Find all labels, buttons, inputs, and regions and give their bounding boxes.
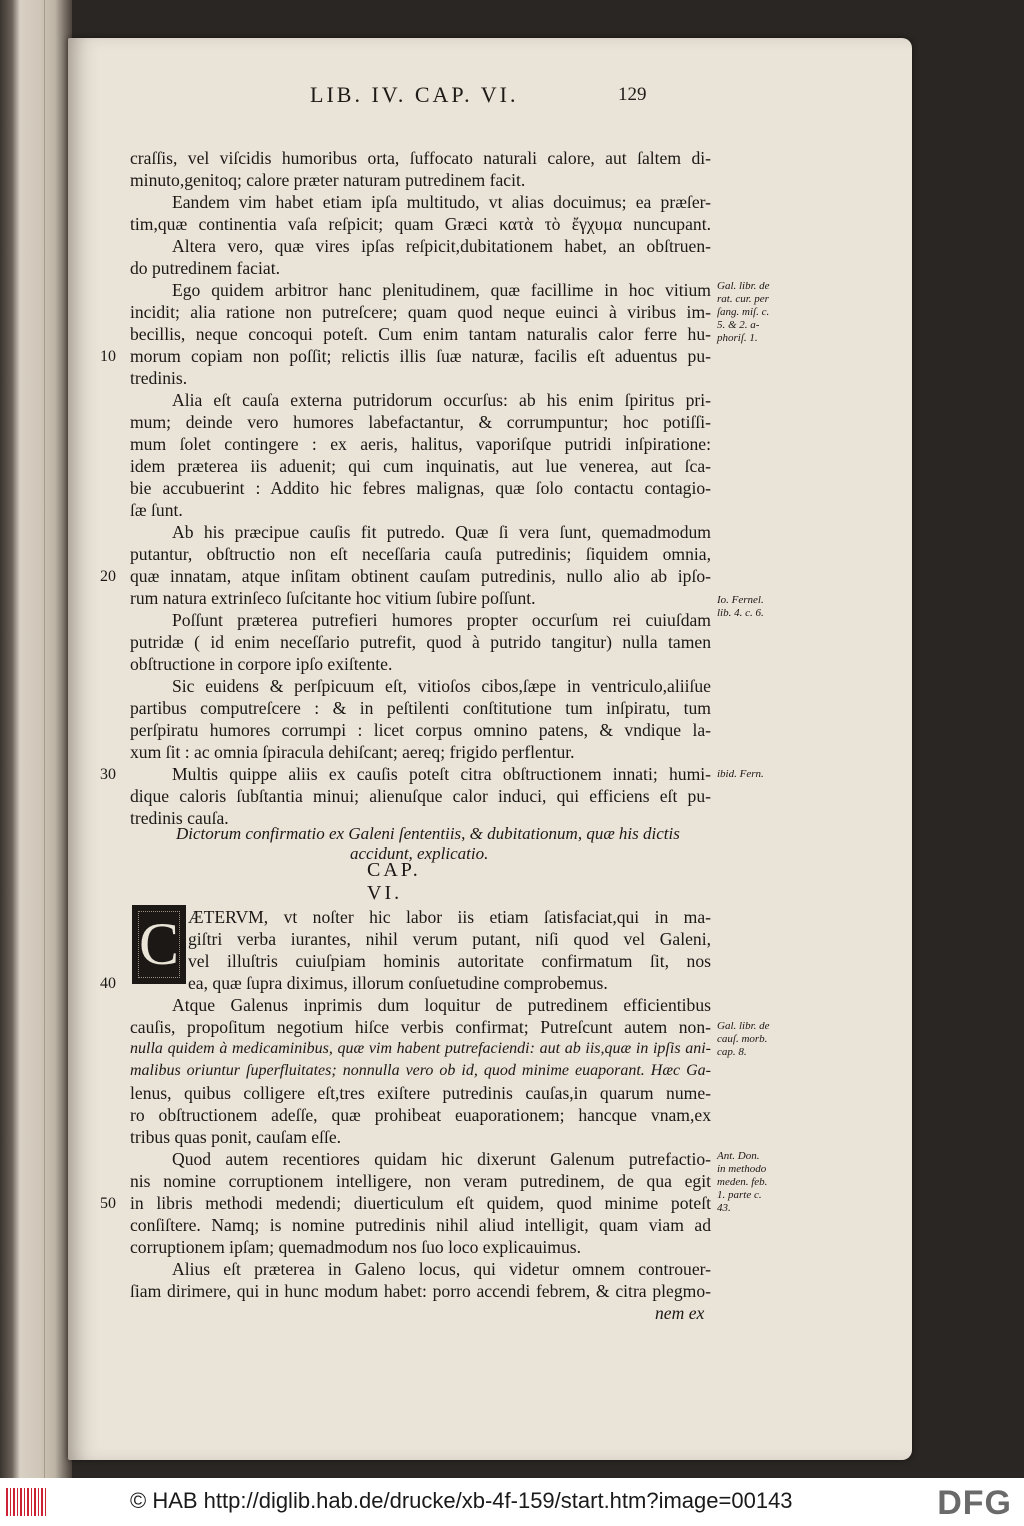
text-line: ea, quæ ſupra diximus, illorum conſuetudine comprobemus. bbox=[188, 973, 608, 993]
margin-note-line: Io. Fernel. bbox=[717, 594, 764, 606]
text-line: incidit; alia ratione non putreſcere; quam quod neque euinci à viribus im- bbox=[130, 302, 711, 322]
text-line: partibus computreſcere : & in peſtilenti conſtitutione tum inſpiratu, tum bbox=[130, 698, 711, 718]
margin-note-line: Gal. libr. de bbox=[717, 280, 770, 292]
margin-note-line: 43. bbox=[717, 1202, 731, 1214]
text-line: tribus quas ponit, cauſam eſſe. bbox=[130, 1127, 342, 1147]
text-line: morum copiam non poſſit; relictis illis ſuæ naturæ, facilis eſt aduentus pu- bbox=[130, 346, 711, 366]
text-line: ſiam dirimere, qui in hunc modum habet: porro accendi febrem, & citra plegmo- bbox=[130, 1281, 711, 1301]
catchword: nem ex bbox=[655, 1303, 705, 1323]
text-line: Eandem vim habet etiam ipſa multitudo, vt alias docuimus; ea præſer- bbox=[172, 192, 711, 212]
text-line: Alius eſt præterea in Galeno locus, qui videtur omnem controuer- bbox=[172, 1259, 711, 1279]
line-number: 30 bbox=[100, 766, 116, 783]
text-line: vel illuſtris cuiuſpiam hominis autoritate confirmatum ſit, nos bbox=[188, 951, 711, 971]
text-line: malibus oriuntur ſuperfluitates; nonnulla vero ob id, quod minime euaporant. Hæc Ga- bbox=[130, 1062, 711, 1079]
margin-note bbox=[717, 1150, 787, 1215]
text-line: putantur, obſtructio non eſt neceſſaria cauſa putredinis; ſiquidem omnia, bbox=[130, 544, 711, 564]
text-line: perſpiratu humores corrumpi : licet corpus omnino patens, & vndique la- bbox=[130, 720, 711, 740]
text-line: giſtri verba iurantes, nihil verum putant, niſi quod vel Galeni, bbox=[188, 929, 711, 949]
margin-note bbox=[717, 768, 787, 781]
text-line: lenus, quibus colligere eſt,tres exiſtere putredinis cauſas,in quarum nume- bbox=[130, 1083, 711, 1103]
gutter-rule bbox=[44, 0, 45, 1478]
text-line: Alia eſt cauſa externa putridorum occurſus: ab his enim ſpiritus pri- bbox=[172, 390, 711, 410]
text-line: xum ſit : ac omnia ſpiracula dehiſcant; aereq; frigido perflentur. bbox=[130, 742, 575, 762]
text-line: nulla quidem à medicaminibus, quæ vim habent putrefaciendi: aut ab iis,quæ in ipſis ani- bbox=[130, 1040, 711, 1057]
text-line: in libris methodi medendi; diuerticulum eſt quidem, quod minime poteſt bbox=[130, 1193, 711, 1213]
text-line: conſiſtere. Namq; is nomine putredinis nihil aliud intelligit, quam viam ad bbox=[130, 1215, 711, 1235]
margin-note-line: ſang. miſ. c. bbox=[717, 306, 770, 318]
line-number: 20 bbox=[100, 568, 116, 585]
margin-note-line: Ant. Don. bbox=[717, 1150, 760, 1162]
margin-note-line: in methodo bbox=[717, 1163, 767, 1175]
text-line: rum natura extrinſeco ſuſcitante hoc vitium ſubire poſſunt. bbox=[130, 588, 536, 608]
text-line: Ego quidem arbitror hanc plenitudinem, quæ facillime in hoc vitium bbox=[172, 280, 711, 300]
text-line: Poſſunt præterea putrefieri humores propter occurſum rei cuiuſdam bbox=[172, 610, 711, 630]
margin-note-line: cauſ. morb. bbox=[717, 1033, 768, 1045]
page-number: 129 bbox=[618, 84, 647, 105]
text-line: Altera vero, quæ vires ipſas reſpicit,dubitationem habet, an obſtruen- bbox=[172, 236, 711, 256]
margin-note-line: cap. 8. bbox=[717, 1046, 747, 1058]
text-line: tredinis cauſa. bbox=[130, 808, 229, 828]
margin-note-line: 5. & 2. a- bbox=[717, 319, 760, 331]
text-line: becillis, neque concoqui poteſt. Cum enim tantam naturalis calor ferre hu- bbox=[130, 324, 711, 344]
margin-note-line: lib. 4. c. 6. bbox=[717, 607, 764, 619]
text-line: tim,quæ continentia vaſa reſpicit; quam Græci κατὰ τὸ ἔγχυμα nuncupant. bbox=[130, 214, 711, 234]
text-line: mum ſolet contingere : ex aeris, halitus, vaporiſque putridi inſpiratione: bbox=[130, 434, 711, 454]
text-line: Ab his præcipue cauſis fit putredo. Quæ ſi vera ſunt, quemadmodum bbox=[172, 522, 711, 542]
margin-note-line: ibid. Fern. bbox=[717, 768, 764, 780]
text-line: putridæ ( id enim neceſſario putrefit, quod à putrido tangitur) nulla tamen bbox=[130, 632, 711, 652]
text-line: ro obſtructionem adeſſe, quæ prohibeat euaporationem; hancque vnam,ex bbox=[130, 1105, 711, 1125]
text-line: corruptionem ipſam; quemadmodum nos ſuo loco explicauimus. bbox=[130, 1237, 582, 1257]
line-number: 10 bbox=[100, 348, 116, 365]
text-line: do putredinem faciat. bbox=[130, 258, 280, 278]
text-line: mum; deinde vero humores labefactantur, & corrumpuntur; hoc potiſſi- bbox=[130, 412, 711, 432]
margin-note-line: phoriſ. 1. bbox=[717, 332, 758, 344]
running-header bbox=[240, 82, 720, 122]
margin-note bbox=[717, 594, 787, 620]
text-line: Quod autem recentiores quidam hic dixerunt Galenum putrefactio- bbox=[172, 1149, 711, 1169]
text-line: Sic euidens & perſpicuum eſt, vitioſos cibos,ſæpe in ventriculo,aliiſue bbox=[172, 676, 711, 696]
text-line: Multis quippe aliis ex cauſis poteſt citra obſtructionem innati; humi- bbox=[172, 764, 711, 784]
text-line: cauſis, propoſitum negotium hiſce verbis confirmat; Putreſcunt autem non- bbox=[130, 1017, 711, 1037]
text-line: craſſis, vel viſcidis humoribus orta, ſuffocato naturali calore, aut ſaltem di- bbox=[130, 148, 711, 168]
text-line: minuto,genitoq; calore præter naturam putredinem facit. bbox=[130, 170, 526, 190]
text-line: quæ innatam, atque inſitam obtinent cauſam putredinis, nullo alio ab ipſo- bbox=[130, 566, 711, 586]
text-line: idem præterea iis aduenit; qui cum inquinatis, aut lue venerea, aut ſca- bbox=[130, 456, 711, 476]
hab-barcode-icon bbox=[6, 1488, 48, 1516]
margin-note bbox=[717, 280, 787, 345]
decorated-initial: C bbox=[132, 905, 186, 984]
text-line: Atque Galenus inprimis dum loquitur de putredinem efficientibus bbox=[172, 995, 711, 1015]
viewer-footer bbox=[0, 1478, 1024, 1526]
margin-note-line: meden. feb. bbox=[717, 1176, 768, 1188]
text-line: obſtructione in corpore ipſo exiſtente. bbox=[130, 654, 393, 674]
source-credit-link[interactable]: © HAB http://diglib.hab.de/drucke/xb-4f-159/start.htm?image=00143 bbox=[130, 1488, 793, 1513]
text-line: dique caloris ſubſtantia minui; alienuſque calor induci, qui efficiens eſt pu- bbox=[130, 786, 711, 806]
text-line: tredinis. bbox=[130, 368, 188, 388]
chapter-number: CAP. VI. bbox=[367, 859, 421, 904]
chapter-summary-cont: accidunt, explicatio. bbox=[350, 844, 489, 863]
text-line: ÆTERVM, vt noſter hic labor iis etiam ſatisfaciat,qui in ma- bbox=[188, 907, 711, 927]
margin-note-line: Gal. libr. de bbox=[717, 1020, 770, 1032]
margin-note-line: rat. cur. per bbox=[717, 293, 769, 305]
text-line: bie accubuerint : Addito hic febres malignas, quæ ſolo contactu contagio- bbox=[130, 478, 711, 498]
text-line: nis nomine corruptionem intelligere, non veram putredinem, de qua egit bbox=[130, 1171, 711, 1191]
running-title: LIB. IV. CAP. VI. bbox=[310, 82, 519, 107]
chapter-summary: Dictorum confirmatio ex Galeni ſententiis, & dubitationum, quæ his dictis bbox=[176, 824, 680, 843]
margin-note-line: 1. parte c. bbox=[717, 1189, 762, 1201]
book-gutter bbox=[0, 0, 72, 1478]
line-number: 50 bbox=[100, 1195, 116, 1212]
dfg-logo: DFG bbox=[937, 1484, 1012, 1522]
margin-note bbox=[717, 1020, 787, 1059]
line-number: 40 bbox=[100, 975, 116, 992]
text-line: ſæ ſunt. bbox=[130, 500, 183, 520]
